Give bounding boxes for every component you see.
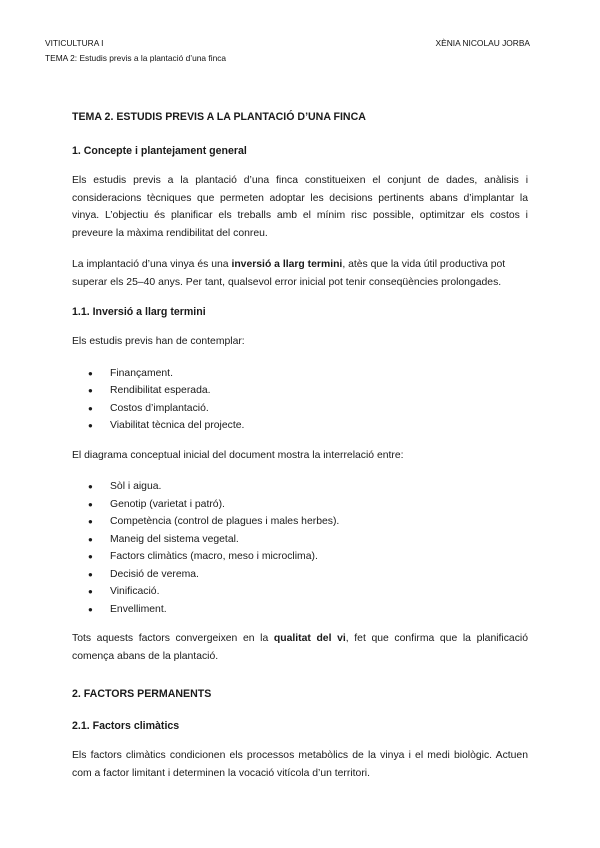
section-1-heading: 1. Concepte i plantejament general — [72, 145, 247, 157]
section-1-paragraph-2 — [72, 256, 528, 291]
bold-text: inversió a llarg termini — [231, 259, 343, 270]
text-run: , atès que la vida útil productiva pot superar els 25–40 anys. Per tant, qualsevol error inicial pot tenir conseqüències prolongades. — [72, 259, 506, 288]
factors-list — [72, 478, 528, 618]
header-topic: TEMA 2: Estudis previs a la plantació d’una finca — [45, 53, 227, 63]
list-item: ● Decisió de verema. — [72, 566, 528, 584]
list-item: ● Genotip (varietat i patró). — [72, 496, 528, 514]
list-item: ● Costos d’implantació. — [72, 400, 528, 418]
text-run: Tots aquests factors convergeixen en la — [72, 633, 274, 644]
list-item: ● Competència (control de plagues i males herbes). — [72, 513, 528, 531]
considerations-list — [72, 365, 528, 435]
diagram-intro: El diagrama conceptual inicial del document mostra la interrelació entre: — [72, 449, 404, 461]
section-1-1-heading: 1.1. Inversió a llarg termini — [72, 306, 206, 318]
section-2-heading: 2. FACTORS PERMANENTS — [72, 688, 212, 700]
section-1-1-intro: Els estudis previs han de contemplar: — [72, 336, 245, 347]
section-1-1-conclusion — [72, 630, 528, 665]
section-1-paragraph-1: Els estudis previs a la plantació d’una finca constitueixen el conjunt de dades, anàlisis i consideracions tècniques que permeten adoptar les decisions pertinents abans d’implantar la vinya. L’objectiu és planificar els treballs amb el mínim risc possible, optimitzar els costos i preveure la màxima rendibilitat del conreu. — [72, 175, 528, 239]
list-item: ● Envelliment. — [72, 601, 528, 619]
list-item: ● Rendibilitat esperada. — [72, 382, 528, 400]
list-item: ● Finançament. — [72, 365, 528, 383]
document-title: TEMA 2. ESTUDIS PREVIS A LA PLANTACIÓ D’UNA FINCA — [72, 111, 366, 123]
list-item: ● Maneig del sistema vegetal. — [72, 531, 528, 549]
header-course: VITICULTURA I — [45, 38, 104, 48]
list-item: ● Vinificació. — [72, 583, 528, 601]
list-item: ● Sòl i aigua. — [72, 478, 528, 496]
header-author: XÈNIA NICOLAU JORBA — [435, 38, 530, 48]
bold-text: qualitat del vi — [273, 633, 346, 644]
list-item: ● Viabilitat tècnica del projecte. — [72, 417, 528, 435]
section-2-1-heading: 2.1. Factors climàtics — [72, 720, 180, 732]
document-body — [72, 110, 528, 796]
text-run: , fet que confirma que la planificació comença abans de la plantació. — [72, 633, 528, 662]
section-2-1-paragraph-1: Els factors climàtics condicionen els processos metabòlics de la vinya i el medi biològic. Actuen com a factor limitant i determinen la vocació vitícola d’un territori. — [72, 750, 528, 779]
list-item: ● Factors climàtics (macro, meso i microclima). — [72, 548, 528, 566]
text-run: La implantació d’una vinya és una — [72, 259, 232, 270]
